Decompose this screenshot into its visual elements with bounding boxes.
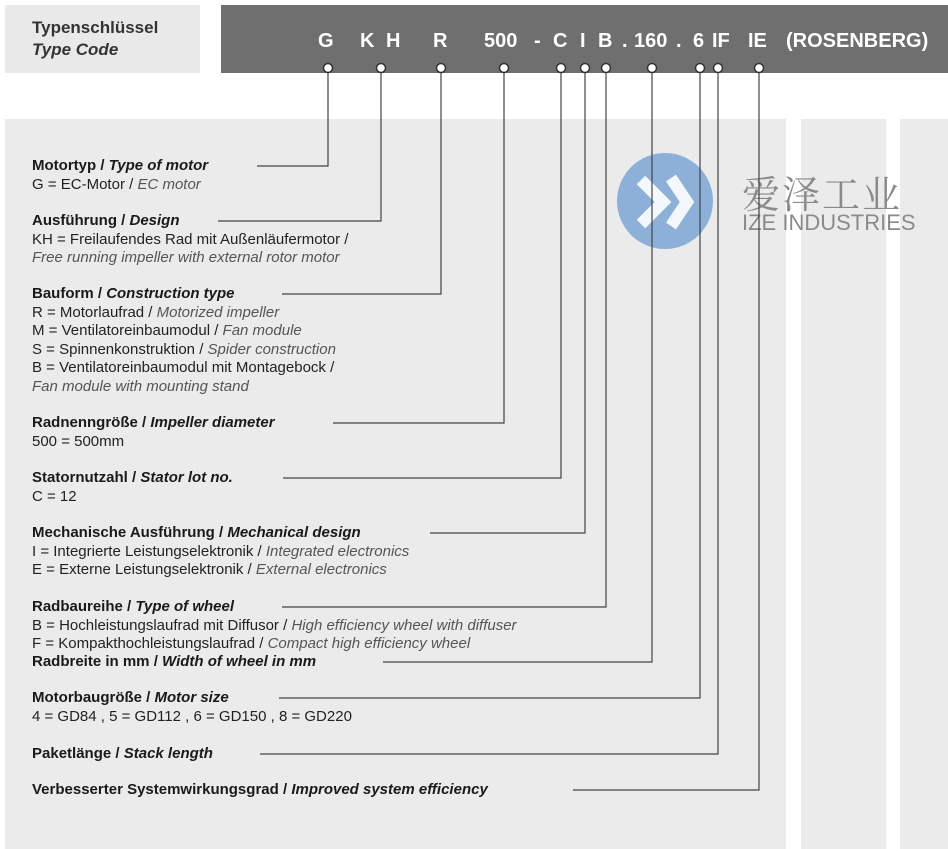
code-char: IF — [712, 30, 730, 52]
connector-circle — [437, 64, 446, 73]
section-line: I = Integrierte Leistungselektronik / Integrated electronics — [32, 542, 410, 560]
code-char: 6 — [693, 30, 705, 52]
section-line: S = Spinnenkonstruktion / Spider construction — [32, 340, 336, 358]
legend-section — [32, 285, 336, 396]
watermark-en: IZE INDUSTRIES — [742, 210, 916, 235]
section-heading: Statornutzahl / Stator lot no. — [32, 469, 233, 486]
connector-circle — [696, 64, 705, 73]
section-heading: Verbesserter Systemwirkungsgrad / Improved system efficiency — [32, 781, 488, 798]
code-char: 160 — [634, 30, 668, 52]
section-line: Fan module with mounting stand — [32, 377, 249, 395]
section-line: R = Motorlaufrad / Motorized impeller — [32, 303, 280, 321]
section-line: G = EC-Motor / EC motor — [32, 175, 201, 193]
code-char: 500 — [484, 30, 518, 52]
legend-section — [32, 781, 488, 800]
connector-line — [383, 73, 652, 662]
code-char: C — [553, 30, 568, 52]
code-char: H — [386, 30, 401, 52]
title-english: Type Code — [32, 40, 119, 59]
section-line: 500 = 500mm — [32, 432, 125, 450]
connector-line — [573, 73, 759, 790]
connector-line — [430, 73, 585, 533]
section-heading: Motorbaugröße / Motor size — [32, 689, 229, 706]
connector-circle — [648, 64, 657, 73]
title-german: Typenschlüssel — [32, 18, 159, 37]
connector-circle — [324, 64, 333, 73]
connector-line — [218, 73, 381, 221]
code-char: - — [534, 30, 541, 52]
code-char: . — [622, 30, 628, 52]
code-char: I — [580, 30, 586, 52]
legend-section — [32, 414, 275, 451]
section-heading: Radnenngröße / Impeller diameter — [32, 414, 275, 431]
connector-line — [333, 73, 504, 423]
section-heading: Radbreite in mm / Width of wheel in mm — [32, 653, 317, 670]
legend-section — [32, 689, 352, 726]
section-heading: Bauform / Construction type — [32, 285, 235, 302]
connector-circle — [602, 64, 611, 73]
section-line: M = Ventilatoreinbaumodul / Fan module — [32, 322, 302, 339]
section-heading: Radbaureihe / Type of wheel — [32, 598, 235, 615]
section-heading: Mechanische Ausführung / Mechanical design — [32, 524, 361, 541]
connector-line — [283, 73, 561, 478]
code-char: . — [676, 30, 682, 52]
connector-circle — [581, 64, 590, 73]
code-char: (ROSENBERG) — [786, 30, 929, 52]
connector-circle — [377, 64, 386, 73]
section-line: C = 12 — [32, 487, 77, 505]
legend-section — [32, 745, 213, 764]
watermark-cn: 爱泽工业 — [742, 175, 903, 217]
legend-section — [32, 212, 348, 268]
legend-section — [32, 653, 316, 672]
legend-section — [32, 157, 208, 194]
connector-circle — [755, 64, 764, 73]
section-heading: Paketlänge / Stack length — [32, 745, 213, 762]
connector-circle — [557, 64, 566, 73]
section-line: 4 = GD84 , 5 = GD112 , 6 = GD150 , 8 = GD220 — [32, 707, 352, 725]
section-line: Free running impeller with external rotor motor — [32, 249, 340, 266]
legend-section — [32, 469, 233, 506]
section-heading: Motortyp / Type of motor — [32, 157, 209, 174]
code-char: R — [433, 30, 448, 52]
legend-section — [32, 524, 409, 580]
section-line: E = Externe Leistungselektronik / External electronics — [32, 561, 387, 578]
section-line: KH = Freilaufendes Rad mit Außenläufermotor / — [32, 230, 349, 248]
connector-line — [257, 73, 328, 166]
connector-circle — [714, 64, 723, 73]
section-line: B = Ventilatoreinbaumodul mit Montagebock / — [32, 359, 335, 376]
connector-circle — [500, 64, 509, 73]
code-char: G — [318, 30, 334, 52]
code-char: B — [598, 30, 613, 52]
section-heading: Ausführung / Design — [32, 212, 180, 229]
section-line: F = Kompakthochleistungslaufrad / Compact high efficiency wheel — [32, 635, 471, 652]
code-char: K — [360, 30, 375, 52]
section-line: B = Hochleistungslaufrad mit Diffusor / High efficiency wheel with diffuser — [32, 616, 517, 634]
code-char: IE — [748, 30, 767, 52]
legend-section — [32, 598, 517, 654]
